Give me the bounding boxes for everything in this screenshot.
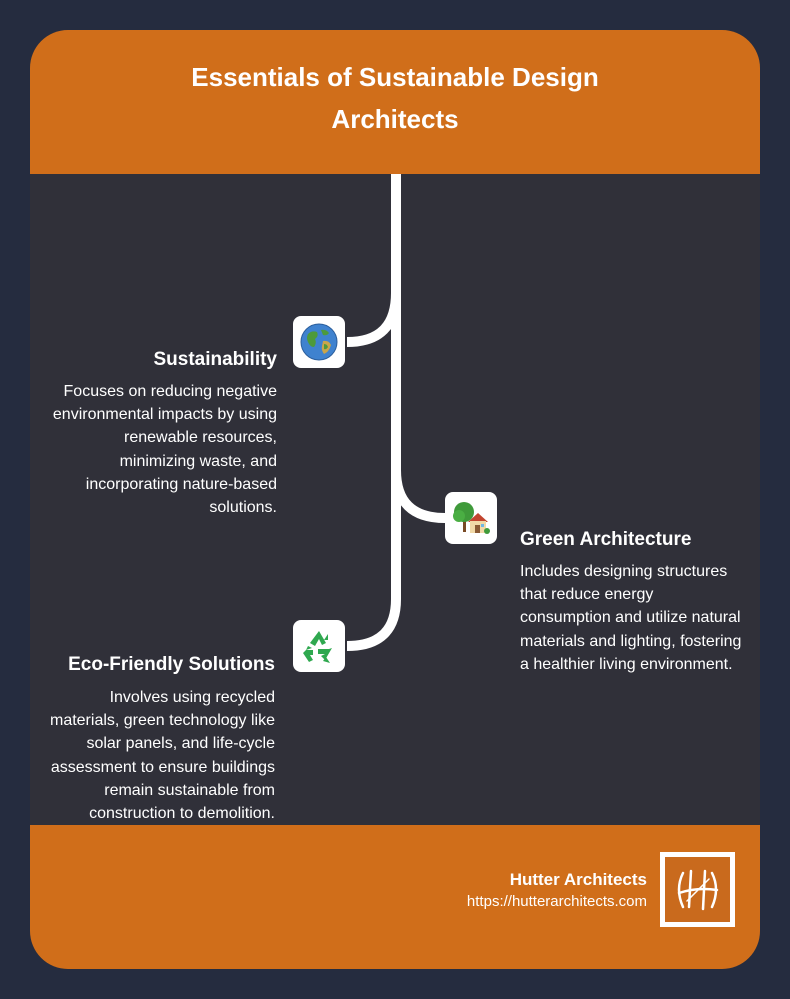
sustainability-title: Sustainability (153, 349, 277, 370)
page-title (30, 56, 760, 140)
infographic-card (30, 30, 760, 969)
description-line: Includes designing structures (520, 563, 728, 580)
eco-friendly-description (50, 686, 275, 825)
description-line: construction to demolition. (89, 805, 275, 823)
description-line: renewable resources, (124, 429, 277, 447)
hutter-logo-icon (665, 857, 730, 922)
page-title-line-2: Architects (331, 104, 459, 134)
description-line: materials and lighting, fostering (520, 632, 742, 650)
description-line: environmental impacts by using (52, 406, 277, 424)
description-line: Involves using recycled (109, 689, 275, 706)
house-with-tree-icon (451, 498, 491, 538)
green-architecture-description (520, 560, 741, 676)
page-title-line-1: Essentials of Sustainable Design (191, 62, 599, 92)
timeline-section (30, 174, 760, 825)
header-banner (30, 30, 760, 174)
company-url-link[interactable]: https://hutterarchitects.com (466, 893, 647, 910)
description-line: assessment to ensure buildings (50, 758, 275, 776)
green-architecture-node (445, 492, 497, 544)
recycle-icon (299, 626, 339, 666)
description-line: solutions. (209, 499, 277, 517)
sustainability-node (293, 316, 345, 368)
description-line: a healthier living environment. (520, 655, 733, 673)
logo-mark (665, 857, 730, 922)
description-line: incorporating nature-based (85, 475, 277, 493)
company-name: Hutter Architects (509, 870, 647, 889)
globe-icon (299, 322, 339, 362)
description-line: that reduce energy (520, 586, 654, 604)
company-logo[interactable] (660, 852, 735, 927)
description-line: materials, green technology like (49, 712, 275, 730)
eco-friendly-node (293, 620, 345, 672)
description-line: Focuses on reducing negative (63, 383, 277, 400)
description-line: minimizing waste, and (119, 452, 277, 470)
footer-banner (30, 825, 760, 969)
sustainability-description (53, 380, 277, 519)
green-architecture-title: Green Architecture (520, 529, 692, 550)
description-line: consumption and utilize natural (520, 609, 741, 627)
description-line: remain sustainable from (104, 781, 275, 799)
description-line: solar panels, and life-cycle (86, 735, 275, 753)
eco-friendly-title: Eco-Friendly Solutions (68, 654, 275, 675)
